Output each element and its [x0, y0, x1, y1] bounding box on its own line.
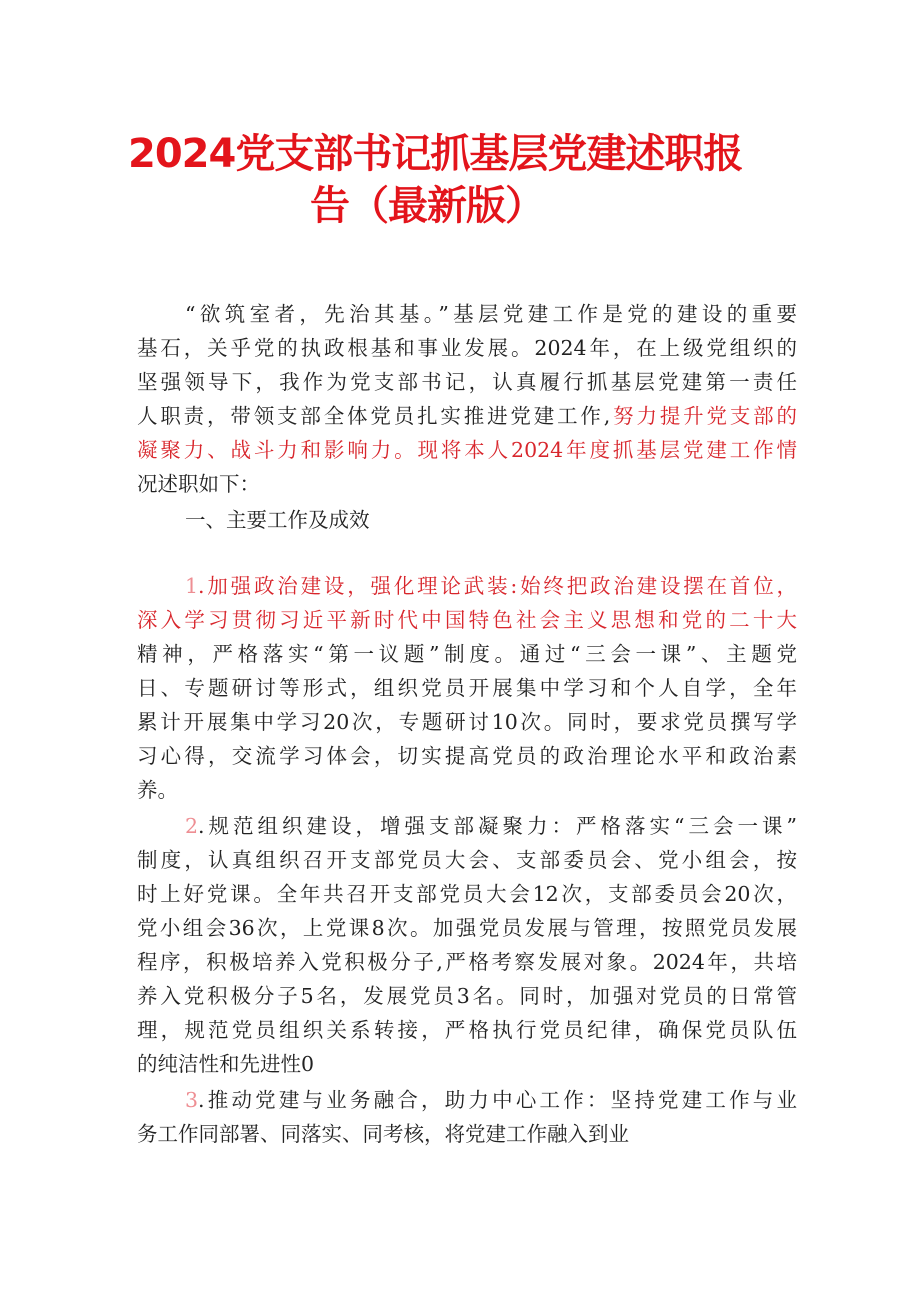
item-1-line-1 — [185, 569, 797, 603]
intro-line-6: 况述职如下： — [137, 472, 260, 496]
item-1-line-4: 日、专题研讨等形式，组织党员开展集中学习和个人自学，全年 — [137, 676, 797, 700]
item-2-line-8: 的纯洁性和先进性0 — [137, 1052, 315, 1076]
intro-line-4 — [137, 399, 797, 433]
item-3-line-2: 务工作同部署、同落实、同考核，将党建工作融入到业 — [137, 1122, 629, 1146]
document-title-line-2: 告（最新版） — [310, 183, 544, 229]
item-2-line-3: 时上好党课。全年共召开支部党员大会12次，支部委员会20次， — [137, 882, 797, 906]
item-3-number: 3 — [185, 1088, 199, 1112]
item-2-line-4: 党小组会36次，上党课8次。加强党员发展与管理，按照党员发展 — [137, 916, 797, 940]
intro-line-4-text: 人职责，带领支部全体党员扎实推进党建工作, — [137, 404, 611, 428]
intro-line-5: 凝聚力、战斗力和影响力。现将本人2024年度抓基层党建工作情 — [137, 438, 797, 462]
item-2-line-5: 程序，积极培养入党积极分子,严格考察发展对象。2024年，共培 — [137, 950, 797, 974]
intro-line-2: 基石，关乎党的执政根基和事业发展。2024年，在上级党组织的 — [137, 336, 797, 360]
item-2-line-7: 理，规范党员组织关系转接，严格执行党员纪律，确保党员队伍 — [137, 1018, 797, 1042]
item-1-line-6: 习心得，交流学习体会，切实提高党员的政治理论水平和政治素 — [137, 744, 797, 768]
item-2-line-1 — [185, 809, 797, 843]
intro-line-1: “欲筑室者，先治其基。”基层党建工作是党的建设的重要 — [185, 302, 797, 326]
item-1-number: 1 — [185, 574, 199, 598]
item-1-text: .加强政治建设，强化理论武装:始终把政治建设摆在首位， — [198, 574, 797, 598]
section-heading: 一、主要工作及成效 — [185, 508, 370, 532]
intro-line-3: 坚强领导下，我作为党支部书记，认真履行抓基层党建第一责任 — [137, 370, 797, 394]
item-1-line-3: 精神，严格落实“第一议题”制度。通过“三会一课”、主题党 — [137, 642, 797, 666]
item-3-text: .推动党建与业务融合，助力中心工作：坚持党建工作与业 — [198, 1088, 797, 1112]
intro-line-4-highlight: 努力提升党支部的 — [610, 404, 798, 428]
item-2-line-6: 养入党积极分子5名，发展党员3名。同时，加强对党员的日常管 — [137, 984, 797, 1008]
item-2-number: 2 — [185, 814, 199, 838]
item-1-line-2: 深入学习贯彻习近平新时代中国特色社会主义思想和党的二十大 — [137, 608, 797, 632]
item-1-line-5: 累计开展集中学习20次，专题研讨10次。同时，要求党员撰写学 — [137, 710, 797, 734]
item-2-line-2: 制度，认真组织召开支部党员大会、支部委员会、党小组会，按 — [137, 848, 797, 872]
item-3-line-1 — [185, 1083, 797, 1117]
item-2-text: .规范组织建设，增强支部凝聚力：严格落实“三会一课” — [198, 814, 797, 838]
item-1-line-7: 养。 — [137, 778, 178, 802]
document-title-line-1: 2024党支部书记抓基层党建述职报 — [128, 131, 743, 177]
